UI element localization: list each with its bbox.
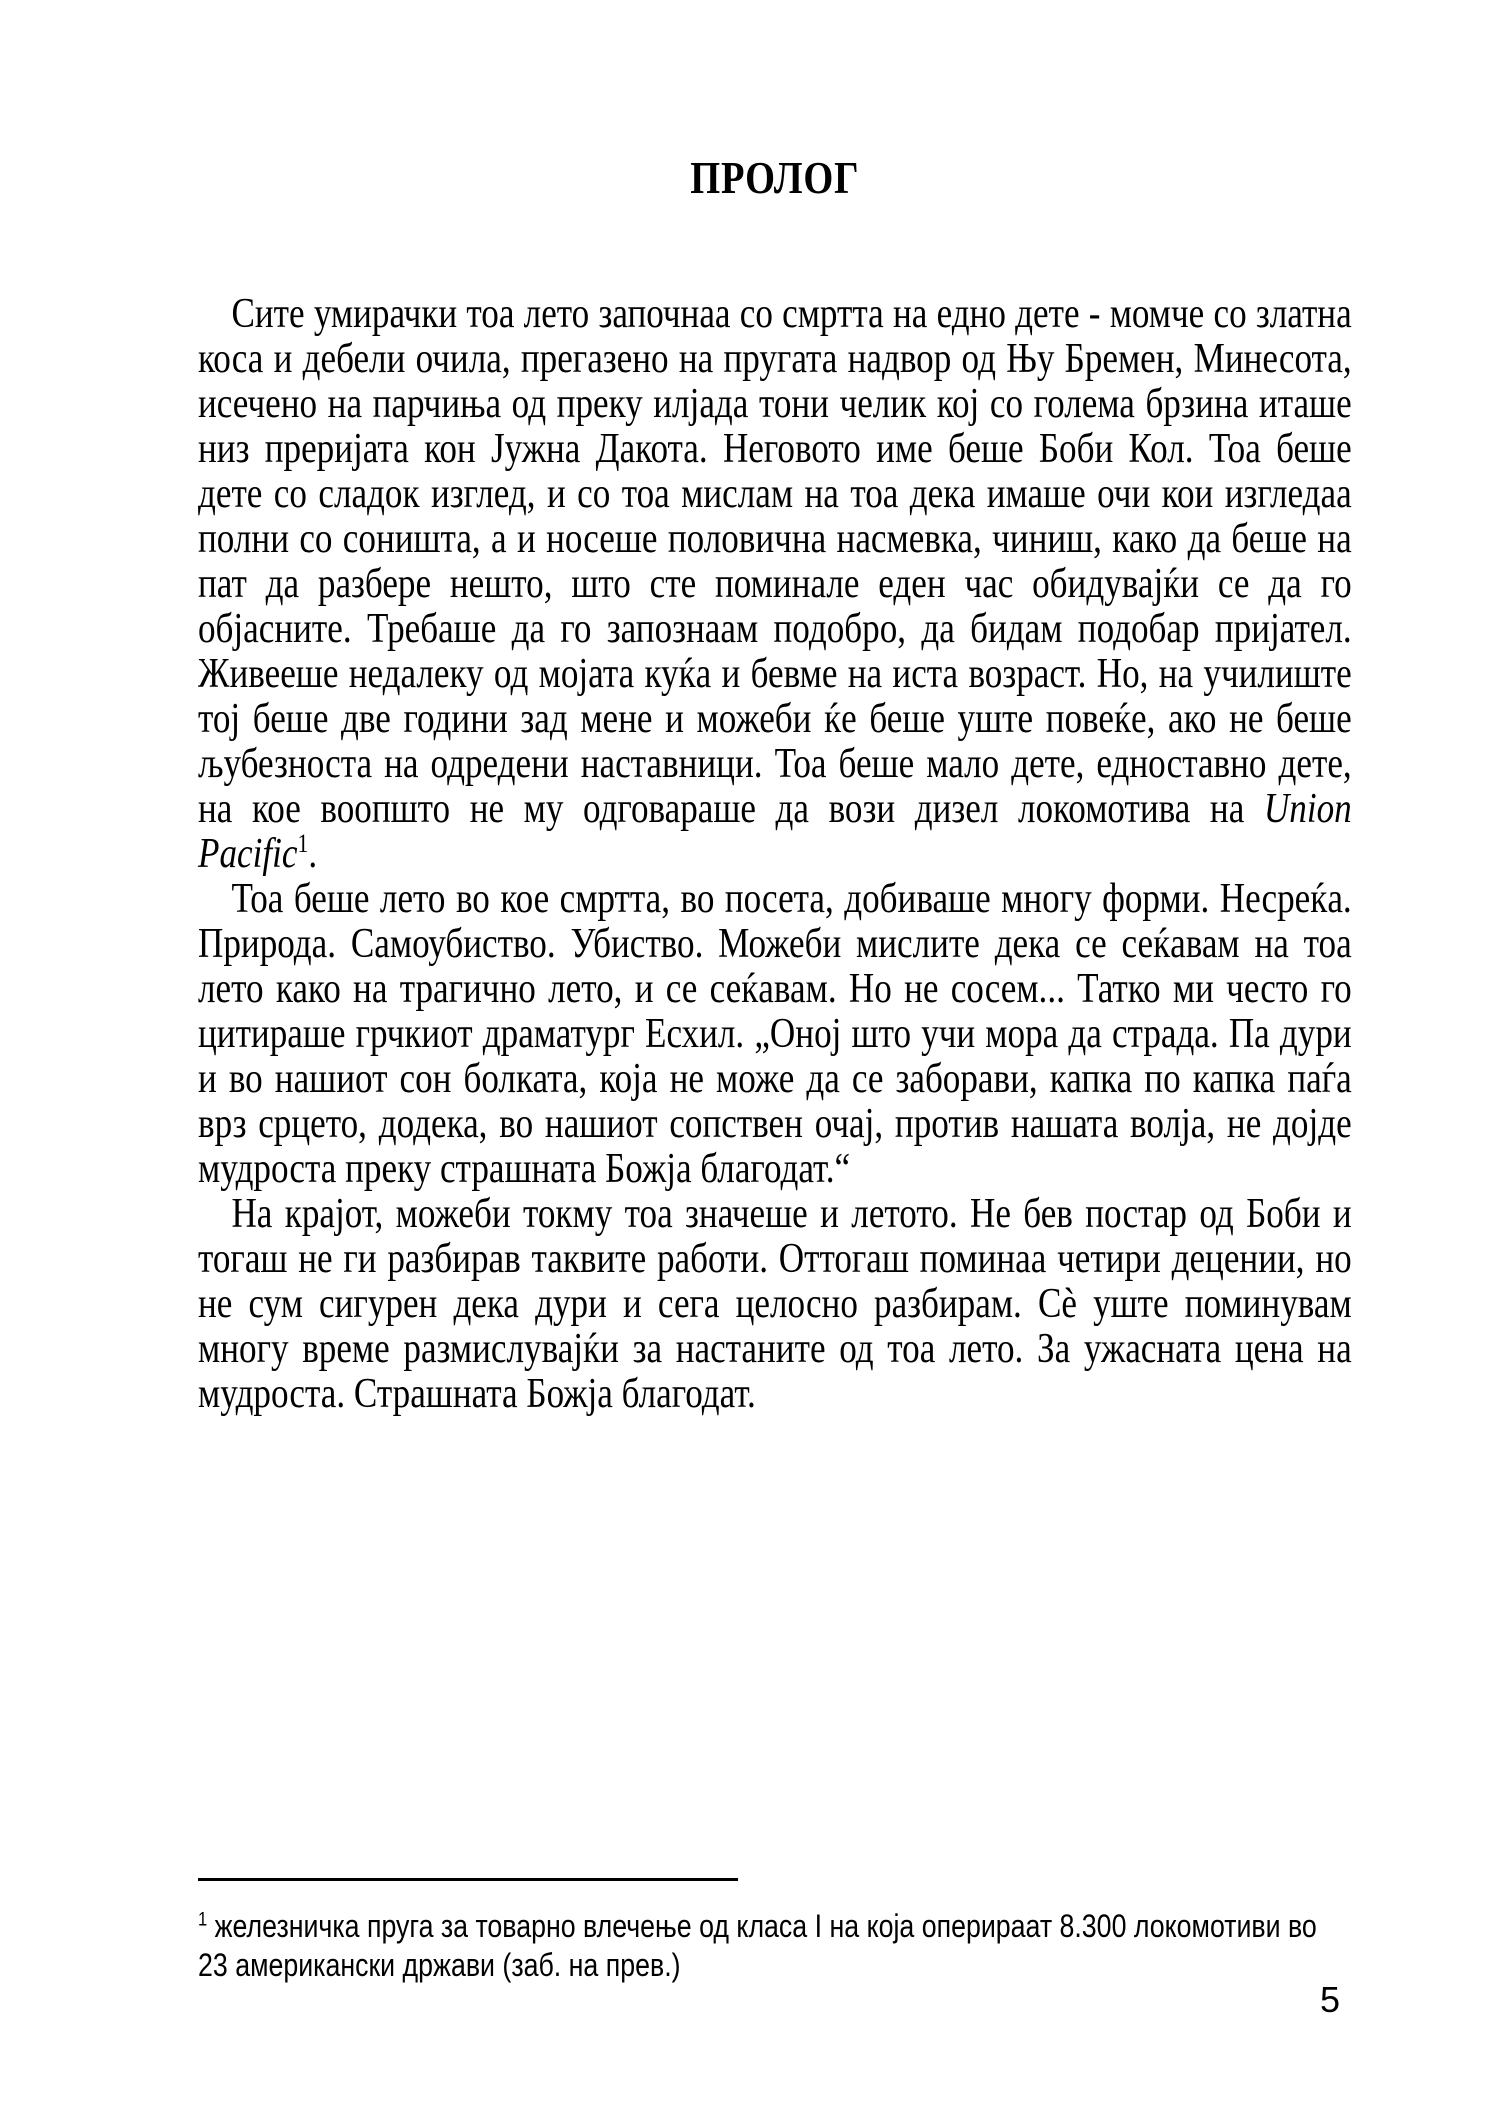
page-number: 5 bbox=[1319, 1979, 1340, 2020]
text-segment: Сите умирачки тоа лето започнаа со смртта на едно дете - момче со златна коса и дебели очила, прегазено на пругата надвор од Њу Бремен, Минесота, исечено на парчиња од преку илјада тони челик кој со голема брзина иташе низ преријата кон Јужна Дакота. Неговото име беше Боби Кол. Тоа беше дете со сладок изглед, и со тоа мислам на тоа дека имаше очи кои изгледаа полни со соништа, а и носеше половична насмевка, чиниш, како да беше на пат да разбере нешто, што сте поминале еден час обидувајќи се да го објасните. Требаше да го запознаам подобро, да бидам подобар пријател. Живееше недалеку од мојата куќа и бевме на иста возраст. Но, на училиште тој беше две години зад мене и можеби ќе беше уште повеќе, ако не беше љубезноста на одредени наставници. Тоа беше мало дете, едноставно дете, на кое воопшто не му одговараше да вози дизел локомотива на bbox=[198, 291, 1352, 832]
text-segment: . bbox=[308, 831, 318, 877]
page-title: ПРОЛОГ bbox=[690, 152, 860, 203]
text-segment: На крајот, можеби токму тоа значеше и летото. Не бев постар од Боби и тогаш не ги разбирав таквите работи. Оттогаш поминаа четири децении, но не сум сигурен дека дури и сега целосно разбирам. Сѐ уште поминувам многу време размислувајќи за настаните од тоа лето. За ужасната цена на мудроста. Страшната Божја благодат. bbox=[198, 1191, 1352, 1417]
text-column bbox=[198, 0, 1352, 1417]
footnote-block bbox=[198, 1878, 1352, 1985]
footnote-text bbox=[198, 1907, 1352, 1985]
text-segment: Тоа беше лето во кое смртта, во посета, добиваше многу форми. Несреќа. Природа. Самоубиство. Убиство. Можеби мислите дека се сеќавам на тоа лето како на трагично лето, и се сеќавам. Но не сосем... Татко ми често го цитираше грчкиот драматург Есхил. „Оној што учи мора да страда. Па дури и во нашиот сон болката, која не може да се заборави, капка по капка паѓа врз срцето, додека, во нашиот сопствен очај, против нашата волја, не дојде мудроста преку страшната Божја благодат.“ bbox=[198, 876, 1352, 1192]
text-segment: железничка пруга за товарно влечење од класа I на која оперираат 8.300 локомотиви во 23 американски држави (заб. на прев.) bbox=[198, 1908, 1317, 1983]
paragraph bbox=[198, 1192, 1352, 1417]
text-segment: 1 bbox=[198, 1908, 208, 1931]
footnote-separator-rule bbox=[198, 1878, 738, 1881]
text-segment: Union Pacific bbox=[198, 786, 1352, 877]
paragraph bbox=[198, 292, 1352, 877]
paragraph bbox=[198, 877, 1352, 1192]
text-segment: 1 bbox=[297, 829, 309, 858]
body-text bbox=[198, 292, 1352, 1417]
